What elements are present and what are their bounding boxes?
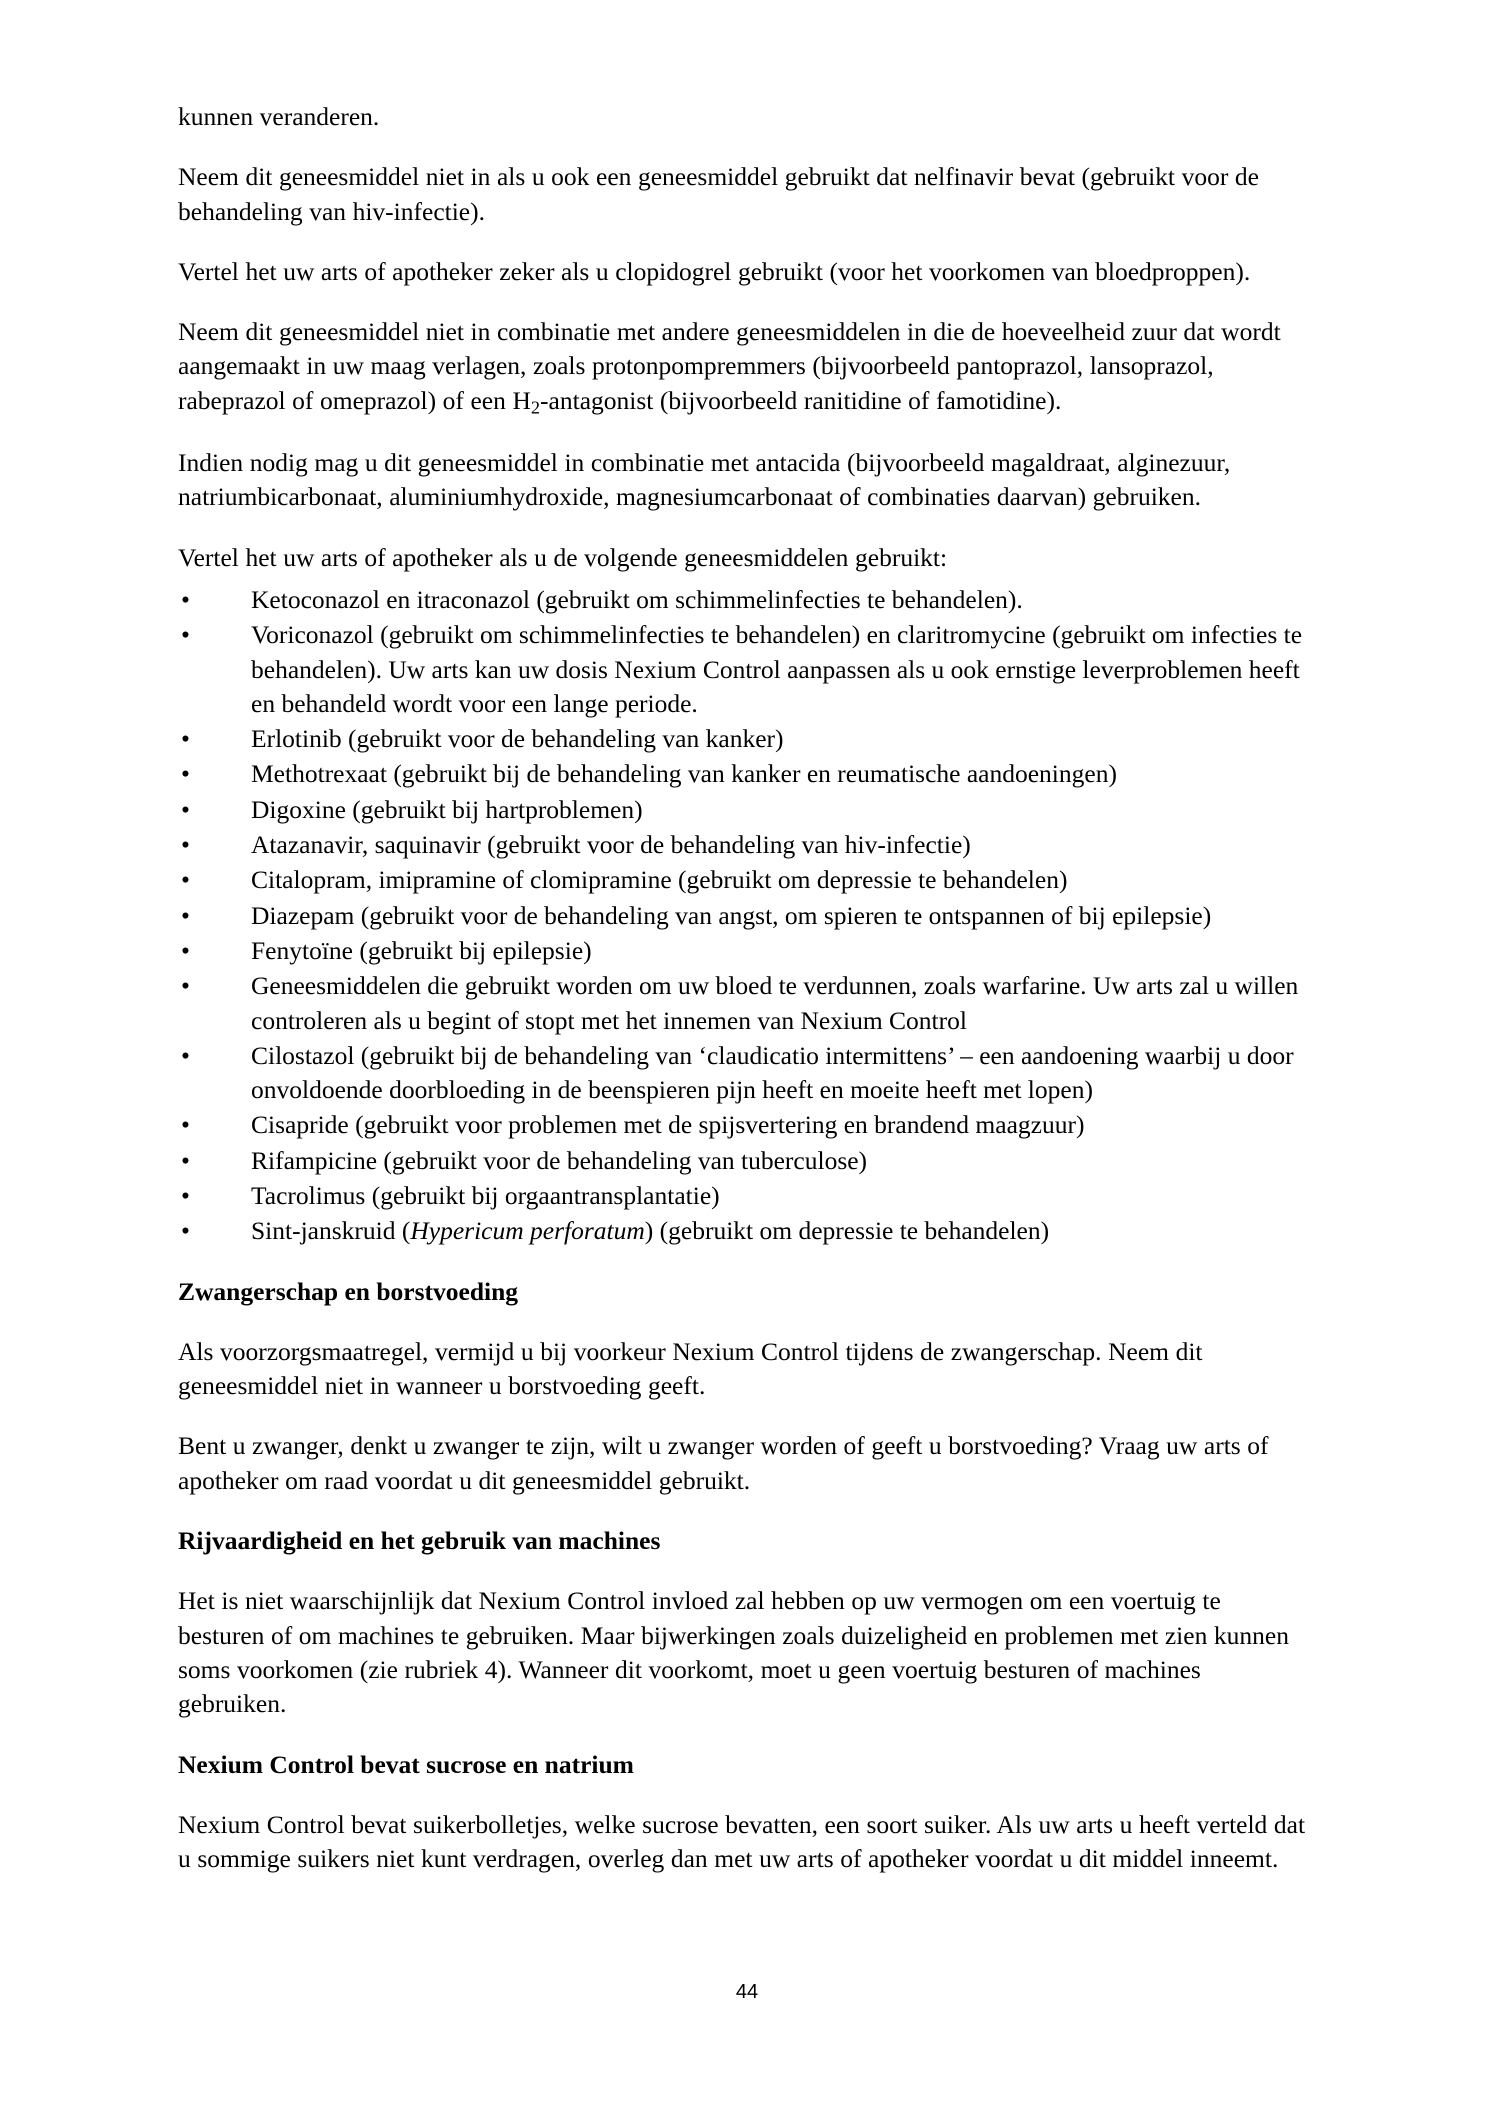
list-item-label: Voriconazol (gebruikt om schimmelinfecties te behandelen) en claritromycine (gebruikt om infecties te behandelen). Uw arts kan uw dosis Nexium Control aanpassen als u ook ernstige leverproblemen heeft en behandeld wordt voor een lange periode. — [251, 620, 1303, 718]
bullet-icon: • — [181, 1216, 190, 1246]
bullet-icon: • — [181, 900, 190, 930]
bullet-icon: • — [181, 584, 190, 614]
bullet-icon: • — [181, 830, 190, 860]
list-item — [178, 793, 1313, 827]
bullet-icon: • — [181, 724, 190, 754]
section-heading-driving: Rijvaardigheid en het gebruik van machines — [178, 1526, 661, 1556]
list-item-label: Atazanavir, saquinavir (gebruikt voor de behandeling van hiv-infectie) — [251, 830, 971, 860]
list-item — [178, 1108, 1313, 1142]
bullet-icon: • — [181, 865, 190, 895]
section-heading-pregnancy: Zwangerschap en borstvoeding — [178, 1276, 519, 1306]
paragraph-nelfinavir-warning: Neem dit geneesmiddel niet in als u ook een geneesmiddel gebruikt dat nelfinavir bevat (gebruikt voor de behandeling van hiv-infectie). — [178, 162, 1259, 226]
p4-text-after-subscript: -antagonist (bijvoorbeeld ranitidine of famotidine). — [540, 385, 1062, 415]
list-item-label: Erlotinib (gebruikt voor de behandeling van kanker) — [251, 724, 784, 754]
subscript-two: 2 — [530, 397, 541, 418]
list-item — [178, 899, 1313, 933]
list-item — [178, 1179, 1313, 1213]
list-item — [178, 934, 1313, 968]
paragraph-sucrose-body: Nexium Control bevat suikerbolletjes, welke sucrose bevatten, een soort suiker. Als uw arts u heeft verteld dat u sommige suikers niet kunt verdragen, overleg dan met uw arts of apotheker voordat u dit middel inneemt. — [178, 1809, 1306, 1874]
list-item-label: Ketoconazol en itraconazol (gebruikt om schimmelinfecties te behandelen). — [251, 584, 1023, 614]
list-item — [178, 722, 1313, 756]
list-item-label-after-italic: ) (gebruikt om depressie te behandelen) — [644, 1216, 1050, 1246]
bullet-icon: • — [181, 1040, 190, 1070]
list-item-label: Diazepam (gebruikt voor de behandeling van angst, om spieren te ontspannen of bij epilepsie) — [251, 900, 1212, 930]
page-content — [178, 100, 1313, 1902]
list-item — [178, 618, 1313, 721]
paragraph-pregnancy-precaution: Als voorzorgsmaatregel, vermijd u bij voorkeur Nexium Control tijdens de zwangerschap. Neem dit geneesmiddel niet in wanneer u borstvoeding geeft. — [178, 1336, 1203, 1401]
list-item-label: Citalopram, imipramine of clomipramine (gebruikt om depressie te behandelen) — [251, 865, 1068, 895]
list-item-label: Digoxine (gebruikt bij hartproblemen) — [251, 794, 643, 824]
list-item — [178, 583, 1313, 617]
list-item — [178, 1039, 1313, 1108]
list-item-label: Cisapride (gebruikt voor problemen met de spijsvertering en brandend maagzuur) — [251, 1110, 1085, 1140]
list-item-label: Fenytoïne (gebruikt bij epilepsie) — [251, 935, 592, 965]
list-item-label: Rifampicine (gebruikt voor de behandeling van tuberculose) — [251, 1145, 868, 1175]
bullet-icon: • — [181, 759, 190, 789]
list-item — [178, 828, 1313, 862]
bullet-icon: • — [181, 1180, 190, 1210]
bullet-icon: • — [181, 1110, 190, 1140]
list-item-st-johns-wort — [178, 1214, 1313, 1248]
list-item-label: Geneesmiddelen die gebruikt worden om uw bloed te verdunnen, zoals warfarine. Uw arts zal u willen controleren als u begint of stopt met het innemen van Nexium Control — [251, 971, 1299, 1035]
paragraph-continuation: kunnen veranderen. — [178, 102, 380, 131]
list-item — [178, 1144, 1313, 1178]
list-item — [178, 969, 1313, 1038]
list-item-label: Tacrolimus (gebruikt bij orgaantransplantatie) — [251, 1180, 720, 1210]
paragraph-druglist-intro: Vertel het uw arts of apotheker als u de volgende geneesmiddelen gebruikt: — [178, 542, 948, 572]
page-number: 44 — [735, 1981, 759, 2003]
interacting-drugs-list — [178, 583, 1313, 1249]
paragraph-pregnancy-advice: Bent u zwanger, denkt u zwanger te zijn, wilt u zwanger worden of geeft u borstvoeding? Vraag uw arts of apotheker om raad voordat u dit geneesmiddel gebruikt. — [178, 1431, 1269, 1495]
paragraph-clopidogrel-warning: Vertel het uw arts of apotheker zeker als u clopidogrel gebruikt (voor het voorkomen van bloedproppen). — [178, 256, 1251, 286]
bullet-icon: • — [181, 935, 190, 965]
list-item-label-before-italic: Sint-janskruid ( — [251, 1216, 411, 1246]
list-item — [178, 757, 1313, 791]
paragraph-acid-reducers-warning — [178, 315, 1313, 420]
bullet-icon: • — [181, 794, 190, 824]
list-item-label: Cilostazol (gebruikt bij de behandeling van ‘claudicatio intermittens’ – een aandoening waarbij u door onvoldoende doorbloeding in de beenspieren pijn heeft en moeite heeft met lopen) — [251, 1040, 1294, 1105]
bullet-icon: • — [181, 971, 190, 1001]
section-heading-sucrose: Nexium Control bevat sucrose en natrium — [178, 1749, 634, 1779]
paragraph-driving-body: Het is niet waarschijnlijk dat Nexium Control invloed zal hebben op uw vermogen om een voertuig te besturen of om machines te gebruiken. Maar bijwerkingen zoals duizeligheid en problemen met zien kunnen soms voorkomen (zie rubriek 4). Wanneer dit voorkomt, moet u geen voertuig besturen of machines gebruiken. — [178, 1586, 1289, 1719]
scientific-name-italic: Hypericum perforatum — [410, 1216, 645, 1246]
paragraph-antacids-allowed: Indien nodig mag u dit geneesmiddel in combinatie met antacida (bijvoorbeeld magaldraat, alginezuur, natriumbicarbonaat, aluminiumhydroxide, magnesiumcarbonaat of combinaties daarvan) gebruiken. — [178, 448, 1231, 512]
p4-text-before-subscript: Neem dit geneesmiddel niet in combinatie met andere geneesmiddelen in die de hoeveelheid zuur dat wordt aangemaakt in uw maag verlagen, zoals protonpompremmers (bijvoorbeeld pantoprazol, lansoprazol, rabeprazol of omeprazol) of een H — [178, 317, 1281, 415]
list-item-label: Methotrexaat (gebruikt bij de behandeling van kanker en reumatische aandoeningen) — [251, 759, 1117, 789]
list-item — [178, 863, 1313, 897]
bullet-icon: • — [181, 620, 190, 650]
bullet-icon: • — [181, 1145, 190, 1175]
